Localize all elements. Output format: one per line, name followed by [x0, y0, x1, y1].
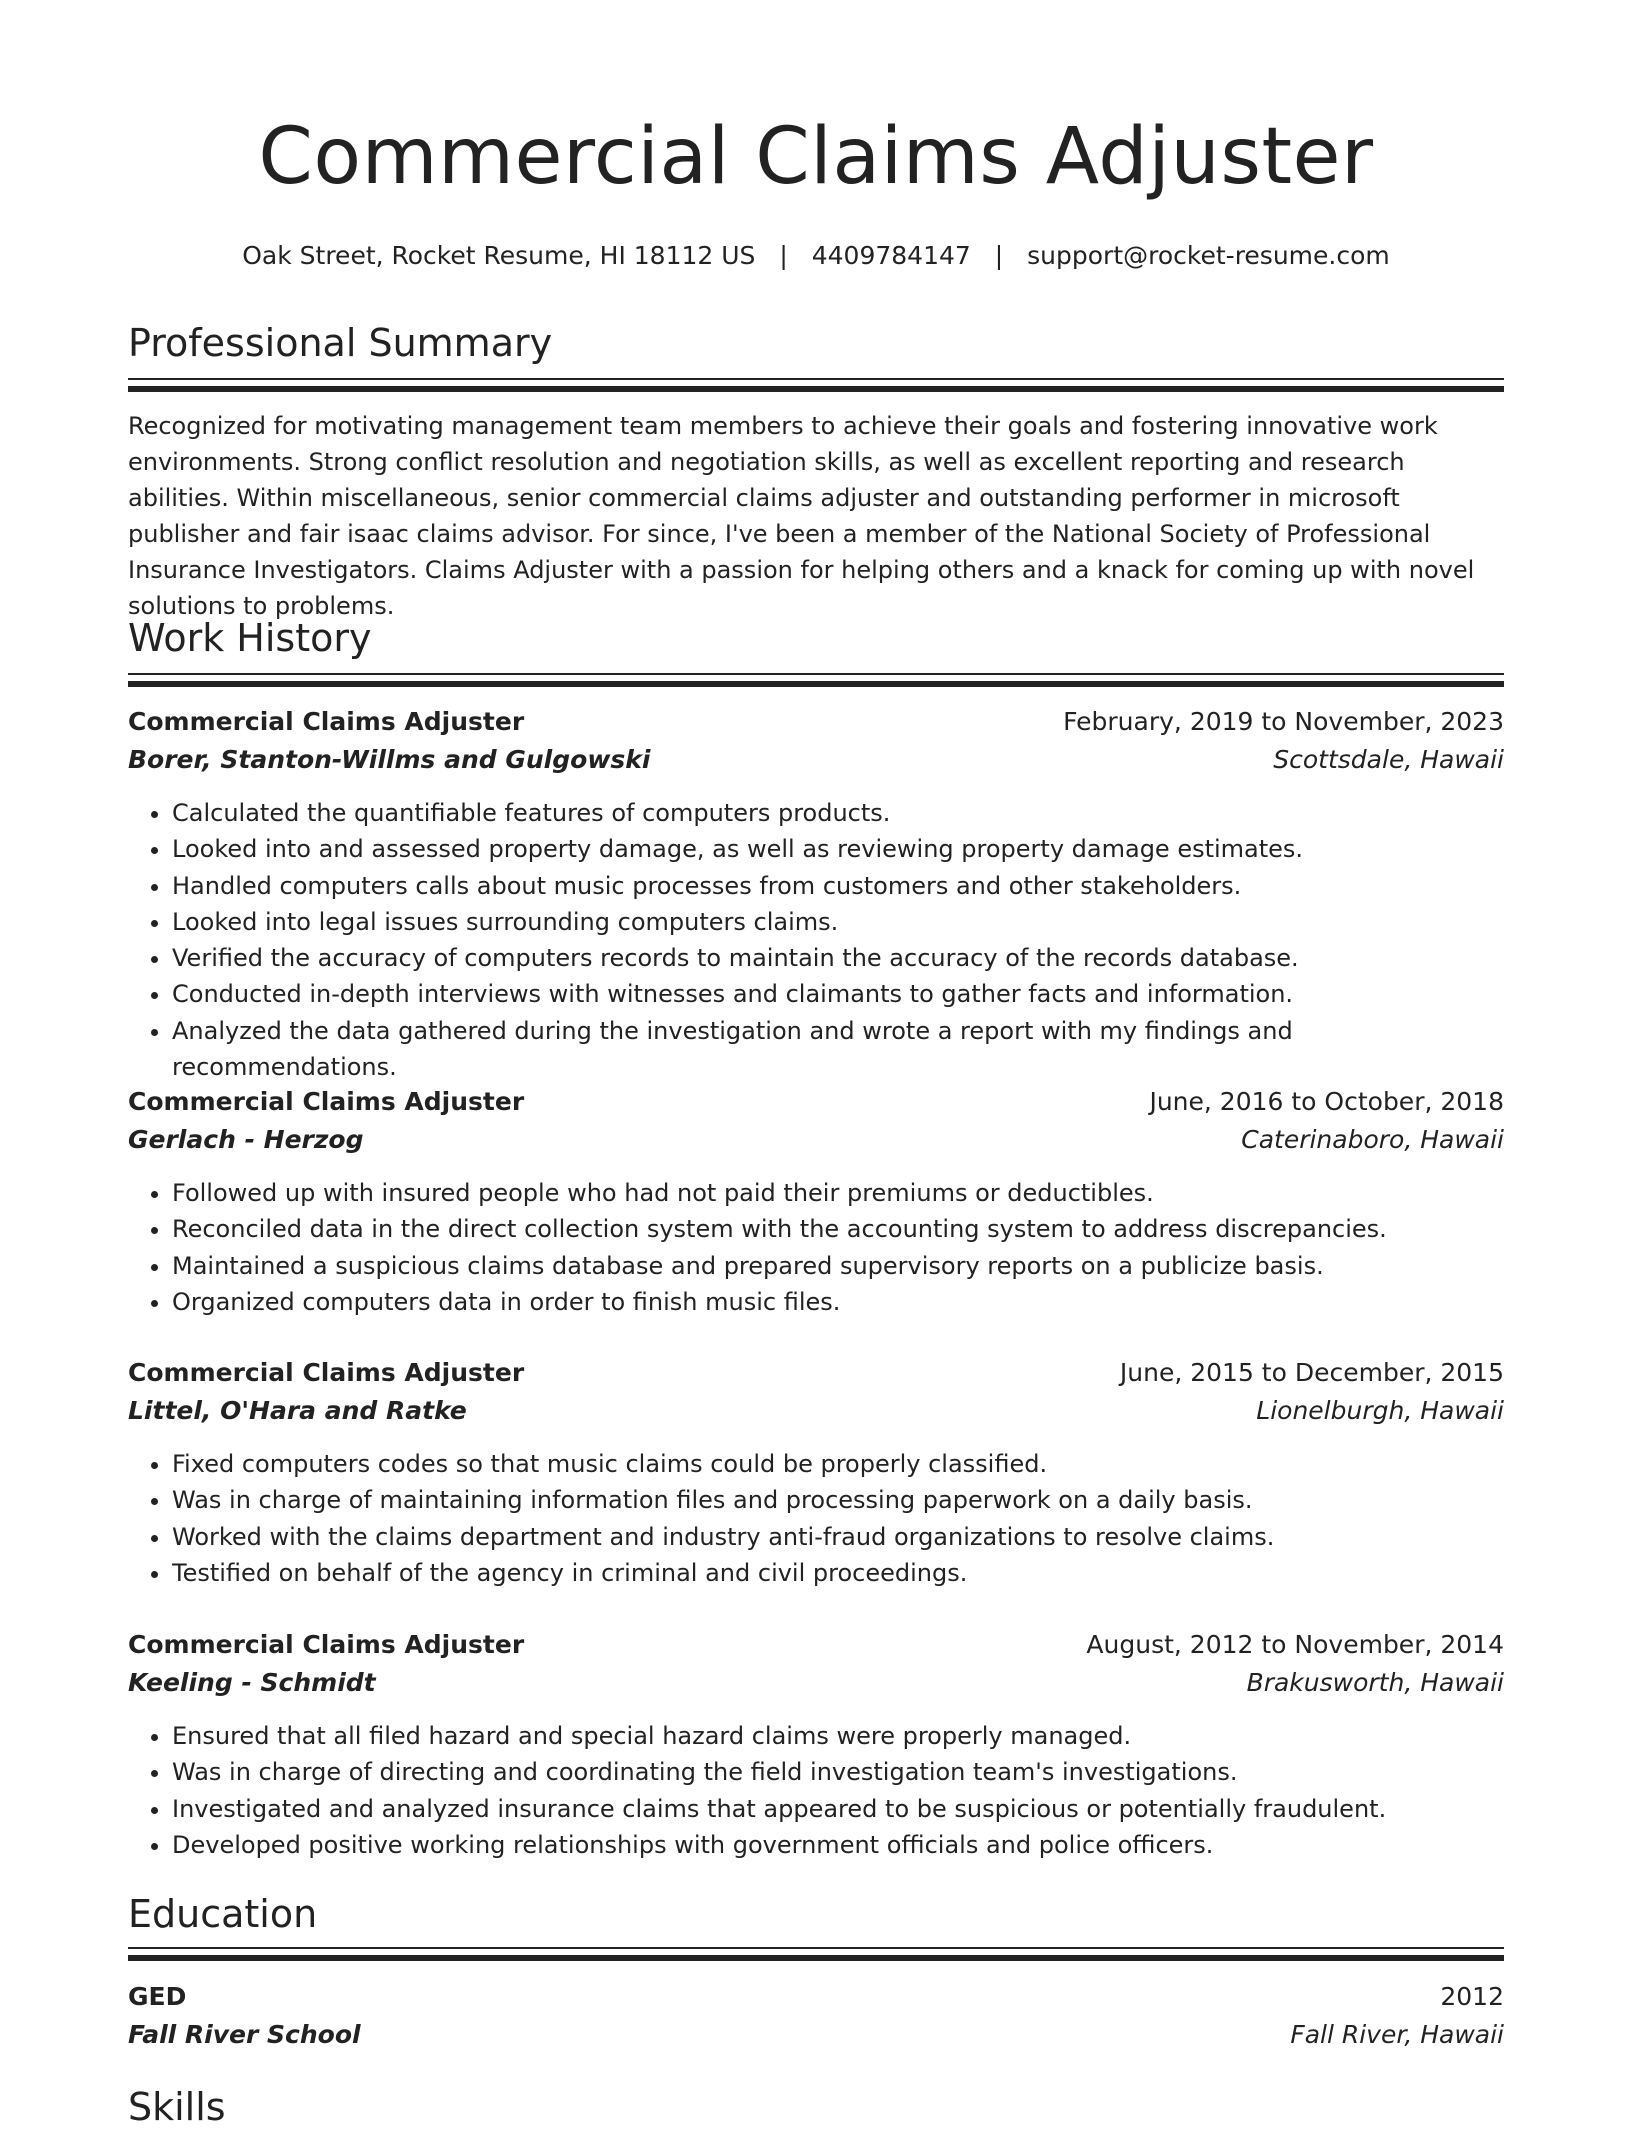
list-item: • Fixed computers codes so that music claims could be properly classified.	[172, 1446, 1504, 1482]
job-company: Gerlach - Herzog	[128, 1125, 364, 1154]
job-dates: February, 2019 to November, 2023	[1063, 707, 1504, 736]
job-role: Commercial Claims Adjuster	[128, 1087, 525, 1116]
section-divider	[128, 378, 1504, 392]
job-bullet-list	[128, 795, 1504, 1085]
list-item: • Looked into legal issues surrounding computers claims.	[172, 904, 1504, 940]
education-school: Fall River School	[128, 2020, 361, 2049]
section-title-skills: Skills	[128, 2085, 226, 2129]
job-company: Littel, O'Hara and Ratke	[128, 1396, 467, 1425]
contact-separator: |	[994, 241, 1004, 270]
list-item: • Followed up with insured people who had not paid their premiums or deductibles.	[172, 1175, 1504, 1211]
job-entry	[128, 1354, 1504, 1591]
contact-separator: |	[779, 241, 788, 270]
job-entry	[128, 703, 1504, 1085]
job-bullet-list	[128, 1175, 1504, 1320]
summary-text: Recognized for motivating management team members to achieve their goals and fostering innovative work environments. Strong conflict resolution and negotiation skills, as well as excellent reporting and research abilities. Within miscellaneous, senior commercial claims adjuster and outstanding performer in microsoft publisher and fair isaac claims advisor. For since, I've been a member of the National Society of Professional Insurance Investigators. Claims Adjuster with a passion for helping others and a knack for coming up with novel solutions to problems.	[128, 412, 1475, 620]
list-item: • Organized computers data in order to finish music files.	[172, 1284, 1504, 1320]
section-divider	[128, 673, 1504, 687]
education-year: 2012	[1440, 1982, 1504, 2011]
job-location: Scottsdale, Hawaii	[1273, 745, 1504, 774]
contact-email: support@rocket-resume.com	[1027, 241, 1390, 270]
job-entry	[128, 1626, 1504, 1863]
job-role: Commercial Claims Adjuster	[128, 707, 525, 736]
list-item: • Verified the accuracy of computers records to maintain the accuracy of the records database.	[172, 940, 1504, 976]
job-location: Caterinaboro, Hawaii	[1241, 1125, 1504, 1154]
contact-address: Oak Street, Rocket Resume, HI 18112 US	[242, 241, 756, 270]
section-title-work-history: Work History	[128, 616, 372, 660]
contact-line	[128, 240, 1504, 272]
list-item: • Worked with the claims department and industry anti-fraud organizations to resolve claims.	[172, 1519, 1504, 1555]
job-entry	[128, 1083, 1504, 1320]
section-title-summary: Professional Summary	[128, 321, 553, 365]
job-dates: June, 2016 to October, 2018	[1149, 1087, 1504, 1116]
section-title-education: Education	[128, 1892, 318, 1936]
list-item: • Looked into and assessed property damage, as well as reviewing property damage estimates.	[172, 831, 1504, 867]
job-role: Commercial Claims Adjuster	[128, 1630, 525, 1659]
resume-name-heading: Commercial Claims Adjuster	[258, 112, 1374, 202]
list-item: • Ensured that all filed hazard and special hazard claims were properly managed.	[172, 1718, 1504, 1754]
list-item: • Investigated and analyzed insurance claims that appeared to be suspicious or potentially fraudulent.	[172, 1791, 1504, 1827]
list-item: • Developed positive working relationships with government officials and police officers.	[172, 1827, 1504, 1863]
contact-phone: 4409784147	[811, 241, 971, 270]
education-entry	[128, 1978, 1504, 2054]
list-item: • Testified on behalf of the agency in criminal and civil proceedings.	[172, 1555, 1504, 1591]
list-item: • Analyzed the data gathered during the investigation and wrote a report with my findings and recommendations.	[172, 1013, 1504, 1086]
list-item: • Handled computers calls about music processes from customers and other stakeholders.	[172, 868, 1504, 904]
job-dates: August, 2012 to November, 2014	[1086, 1630, 1504, 1659]
list-item: • Calculated the quantifiable features of computers products.	[172, 795, 1504, 831]
list-item: • Was in charge of directing and coordinating the field investigation team's investigations.	[172, 1754, 1504, 1790]
education-degree: GED	[128, 1982, 187, 2011]
section-divider	[128, 1947, 1504, 1961]
job-company: Borer, Stanton-Willms and Gulgowski	[128, 745, 651, 774]
list-item: • Conducted in-depth interviews with witnesses and claimants to gather facts and information.	[172, 976, 1504, 1012]
job-bullet-list	[128, 1446, 1504, 1591]
education-location: Fall River, Hawaii	[1290, 2020, 1504, 2049]
list-item: • Was in charge of maintaining information files and processing paperwork on a daily basis.	[172, 1482, 1504, 1518]
job-bullet-list	[128, 1718, 1504, 1863]
job-dates: June, 2015 to December, 2015	[1119, 1358, 1504, 1387]
job-company: Keeling - Schmidt	[128, 1668, 376, 1697]
job-role: Commercial Claims Adjuster	[128, 1358, 525, 1387]
list-item: • Maintained a suspicious claims database and prepared supervisory reports on a publicize basis.	[172, 1248, 1504, 1284]
job-location: Lionelburgh, Hawaii	[1256, 1396, 1504, 1425]
job-location: Brakusworth, Hawaii	[1246, 1668, 1504, 1697]
list-item: • Reconciled data in the direct collection system with the accounting system to address discrepancies.	[172, 1211, 1504, 1247]
